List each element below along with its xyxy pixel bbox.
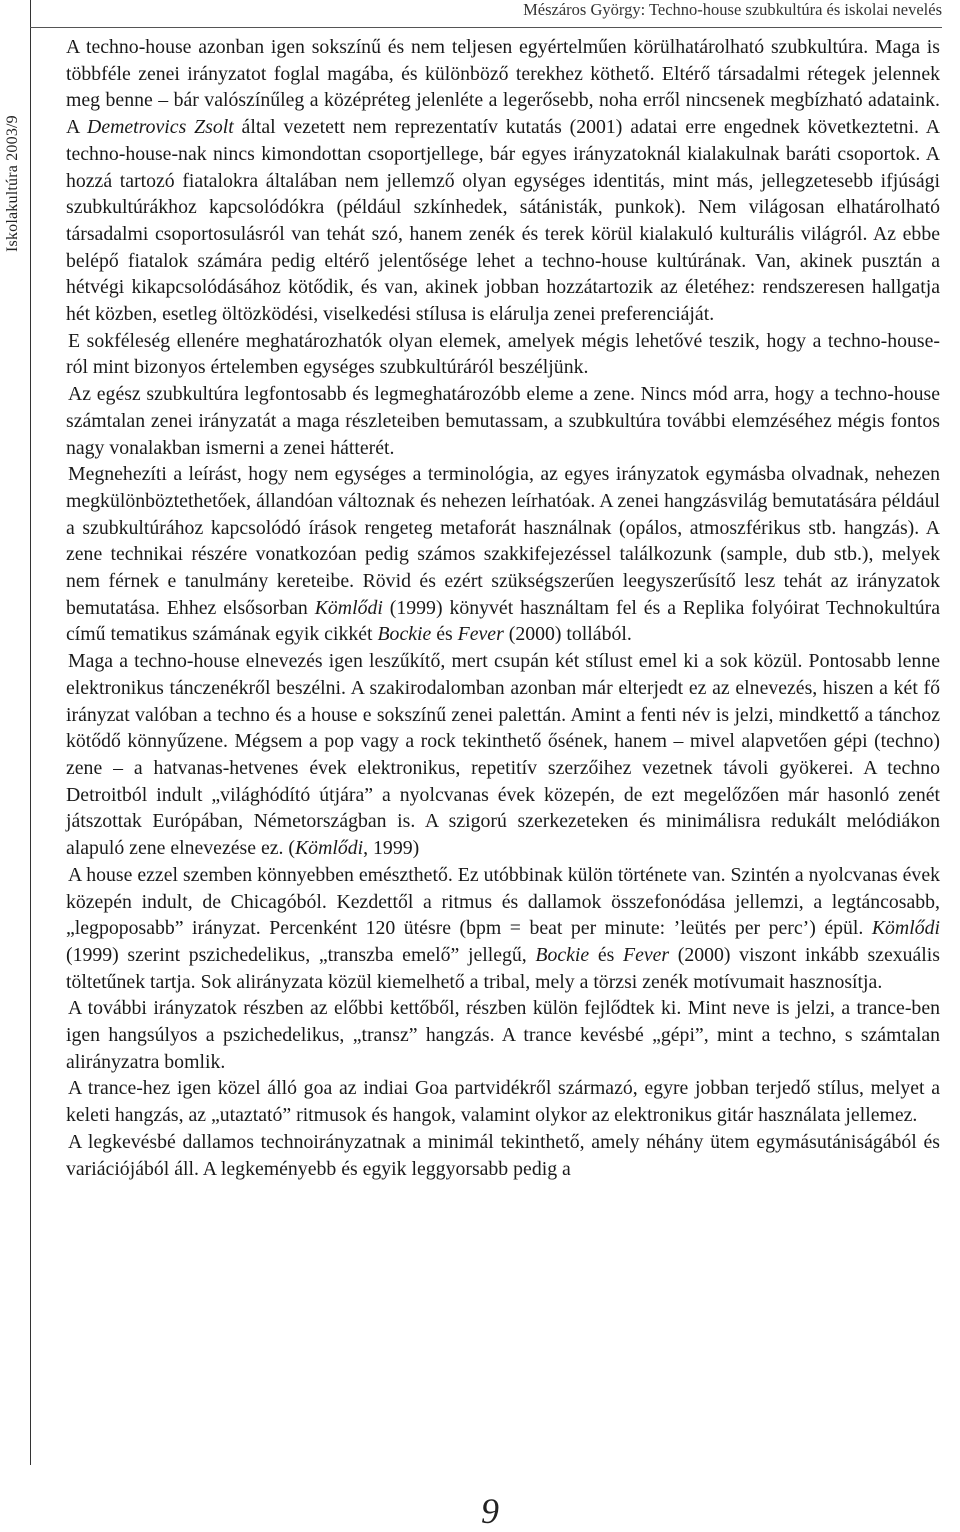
paragraph-text: által vezetett nem reprezentatív kutatás (2001) adatai erre engednek következtetni. A techno-house-nak nincs kimondottan csoportjellege, bár egyes irányzatoknál kialakulnak baráti csoportok. A hozzá tartozó fiatalokra általában nem jellemző olyan egységes identitás, mint más, jellegzetesebb ifjúsági szubkultúrákhoz kapcsolódókra (például szkínhedek, sátánisták, punkok). Nem világosan elhatárolható társadalmi csoportosulásról van tehát szó, hanem zenék és terek körül kialakuló kulturális világról. Az ebbe belépő fiatalok számára pedig eltérő jelentősége lehet a techno-house kultúrának. Van, akinek pusztán a hétvégi kikapcsolódásához kötődik, és van, akinek jobban hozzátartozik az életéhez: rendszeresen hallgatja hét közben, esetleg öltözködési, viselkedési stílusa is elárulja zenei preferenciáját. bbox=[66, 116, 941, 326]
paragraph-text: A house ezzel szemben könnyebben emészthető. Ez utóbbinak külön története van. Szintén a nyolcvanas évek közepén indult, de Chicagóból. Kezdettől a ritmus és dallamok összefonódása jellemzi, a legtáncosabb, „legpoposabb” irányzat. Percenként 120 ütésre (bpm = beat per minute: ’leütés per perc’) épül. bbox=[66, 863, 940, 940]
paragraph-text: (1999) könyvét használtam fel és a Replika folyóirat Technokultúra című tematikus számának egyik cikkét bbox=[66, 596, 940, 646]
paragraph-text: A legkevésbé dallamos technoirányzatnak a minimál tekinthető, amely néhány ütem egymásutániságából és variációjából áll. A legkeményebb és egyik leggyorsabb pedig a bbox=[66, 1130, 940, 1180]
running-header: Mészáros György: Techno-house szubkultúra és iskolai nevelés bbox=[523, 0, 942, 19]
paragraph-text: E sokféleség ellenére meghatározhatók olyan elemek, amelyek mégis lehetővé teszik, hogy a techno-house-ról mint bizonyos értelemben egységes szubkultúráról beszéljünk. bbox=[66, 329, 940, 379]
paragraph-text: Az egész szubkultúra legfontosabb és legmeghatározóbb eleme a zene. Nincs mód arra, hogy a techno-house számtalan zenei irányzatát a maga részleteiben bemutassam, a szubkultúra további elemzéséhez mégis fontos nagy vonalakban ismerni a zenei hátterét. bbox=[66, 383, 940, 459]
paragraph bbox=[66, 328, 940, 381]
page-number: 9 bbox=[481, 1491, 499, 1531]
paragraph-text: A trance-hez igen közel álló goa az indiai Goa partvidékről származó, egyre jobban terjedő stílus, melyet a keleti hangzás, az „utaztató” ritmusok és hangok, valamint olykor az elektronikus gitár használata jellemez. bbox=[66, 1077, 940, 1127]
article-body bbox=[66, 34, 940, 1182]
cited-author: Fever bbox=[623, 943, 670, 966]
paragraph bbox=[66, 461, 940, 648]
paragraph-text: A techno-house azonban igen sokszínű és nem teljesen egyértelműen körülhatárolható szubkultúra. Maga is többféle zenei irányzatot foglal magába, és különböző terekhez köthető. Eltérő társadalmi rétegek jelennek meg benne – bár valószínűleg a középréteg jelenléte a legerősebb, noha erről nincsenek megbízható adataink. A bbox=[66, 36, 940, 139]
paragraph-text: (2000) tollából. bbox=[503, 623, 632, 646]
paragraph bbox=[66, 995, 940, 1075]
cited-author: Fever bbox=[457, 623, 504, 646]
journal-issue-label bbox=[2, 10, 24, 300]
paragraph bbox=[66, 1129, 940, 1182]
paragraph-text: (2000) viszont inkább szexuális töltetűnek tartja. Sok alirányzata közül kiemelhető a tribal, mely a törzsi zenék motívumait hasznosítja. bbox=[66, 943, 940, 993]
paragraph-text: Maga a techno-house elnevezés igen leszűkítő, mert csupán két stílust emel ki a sok közül. Pontosabb lenne elektronikus tánczenékről beszélni. A szakirodalomban azonban már elterjedt ez az elnevezés, hiszen a két fő irányzat valóban a techno és a house e sokszínű zenei palettán. Amint a fenti név is jelzi, mindkettő a tánchoz kötődő könnyűzene. Mégsem a pop vagy a rock tekinthető ősének, hanem – mivel alapvetően gépi (techno) zene – a hatvanas-hetvenes évek elektronikus, repetitív szerzőihez vezetnek távoli gyökerei. A techno Detroitból indult „világhódító útjára” a nyolcvanas évek közepén, de ezt megelőzően már hasonló zenét játszottak Európában, Németországban is. A szigorú szerkezeteken és minimálisra redukált melódiákon alapuló zene elnevezése ez. ( bbox=[66, 650, 940, 860]
journal-issue-text: Iskolakultúra 2003/9 bbox=[4, 115, 21, 252]
paragraph-text: , 1999) bbox=[363, 837, 420, 860]
cited-author: Kömlődi bbox=[314, 596, 383, 619]
paragraph bbox=[66, 862, 940, 996]
paragraph bbox=[66, 648, 940, 862]
cited-author: Demetrovics Zsolt bbox=[87, 116, 234, 139]
cited-author: Bockie bbox=[377, 623, 432, 646]
paragraph bbox=[66, 1075, 940, 1128]
paragraph-text: és bbox=[589, 943, 623, 966]
paragraph-text: Megnehezíti a leírást, hogy nem egységes a terminológia, az egyes irányzatok egymásba olvadnak, nehezen megkülönböztethetőek, állandóan változnak és nehezen leírhatóak. A zenei hangzásvilág bemutatására például a szubkultúrához kapcsolódó írások rengeteg metaforát használnak (opálos, atmoszférikus stb. hangzás). A zene technikai részére vonatkozóan pedig számos szakkifejezéssel találkozunk (sample, dub stb.), melyek nem férnek e tanulmány kereteibe. Rövid és ezért szükségszerűen leegyszerűsítő lesz tehát az irányzatok bemutatása. Ehhez elsősorban bbox=[66, 463, 940, 619]
paragraph-text: (1999) szerint pszichedelikus, „transzba emelő” jellegű, bbox=[66, 943, 536, 966]
header-rule bbox=[30, 27, 942, 28]
paragraph-text: A további irányzatok részben az előbbi kettőből, részben külön fejlődtek ki. Mint neve is jelzi, a trance-ben igen hangsúlyos a pszichedelikus, „transz” hangzás. A trance kevésbé „gépi”, mint a techno, s számtalan alirányzatra bomlik. bbox=[66, 997, 940, 1073]
margin-rule bbox=[30, 0, 31, 1465]
paragraph-text: és bbox=[431, 623, 458, 646]
paragraph bbox=[66, 34, 940, 328]
paragraph bbox=[66, 381, 940, 461]
cited-author: Kömlődi bbox=[871, 917, 940, 940]
cited-author: Kömlődi bbox=[294, 837, 364, 860]
cited-author: Bockie bbox=[535, 943, 590, 966]
